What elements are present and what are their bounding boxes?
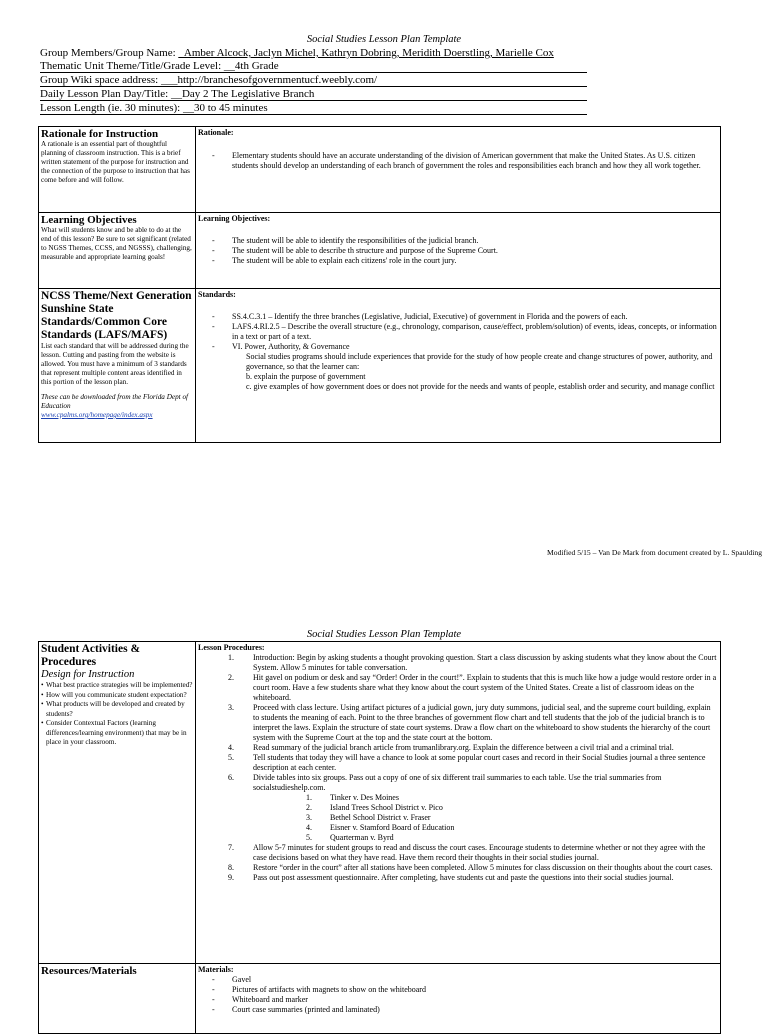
procedure-steps — [198, 653, 718, 793]
case-name: Quarterman v. Byrd — [330, 833, 394, 842]
objectives-label: Learning Objectives: — [198, 214, 271, 223]
underline-rule — [40, 114, 587, 115]
objectives-heading: Learning Objectives — [41, 214, 137, 226]
procedure-step — [198, 703, 718, 743]
step-number: 7. — [228, 843, 234, 852]
objectives-left-cell — [39, 213, 196, 289]
list-item: • What products will be developed and created by students? — [41, 700, 193, 719]
step-number: 1. — [228, 653, 234, 662]
header-label: Lesson Length (ie. 30 minutes): — [40, 102, 183, 114]
step-number: 5. — [228, 753, 234, 762]
rationale-left-cell — [39, 127, 196, 213]
court-case-item — [198, 813, 718, 823]
list-item: - Court case summaries (printed and laminated) — [212, 1005, 718, 1015]
court-case-item — [198, 803, 718, 813]
step-text: Hit gavel on podium or desk and say “Order! Order in the court!”. Explain to students that this is much like how a judge would restore order in a court room. Have a few students share what they know about the court system of the United States. Create a list of classroom ideas on the whiteboard. — [253, 673, 717, 702]
daily-lesson-line — [40, 88, 314, 101]
step-number: 2. — [228, 673, 234, 682]
header-value: ___http://branchesofgovernmentucf.weebly.com/ — [160, 74, 378, 86]
step-number: 3. — [228, 703, 234, 712]
header-label: Group Members/Group Name: — [40, 47, 179, 59]
list-item: - VI. Power, Authority, & Governance — [212, 342, 718, 352]
rationale-note: A rationale is an essential part of thoughtful planning of classroom instruction. This is a brief written statement of the purpose for instruction and the connection of the purpose to instruction that has come before and will follow. — [41, 140, 190, 184]
footer-modified-note: Modified 5/15 – Van De Mark from document created by L. Spaulding — [547, 548, 762, 557]
lesson-plan-table — [38, 126, 721, 443]
cpalms-link[interactable]: www.cpalms.org/homepage/index.aspx — [41, 411, 153, 419]
step-text: Proceed with class lecture. Using artifact pictures of a judicial gown, jury duty summons, judicial seal, and the supreme court building, explain to students the meaning of each. Point to the three branches of government flow chart and tell students that the job of the judicial branch is to interpret the laws. Explain the structure of state court systems. Draw a flow chart on the whiteboard to show students the hierarchy of the court system with the Supreme Court at the top and the state court at the bottom. — [253, 703, 711, 742]
court-case-item — [198, 823, 718, 833]
standards-note: List each standard that will be addressed during the lesson. Cutting and pasting from the website is allowed. You must have a minimum of 3 standards that represent multiple content areas identified in this portion of the lesson plan. — [41, 342, 189, 386]
rationale-row — [39, 127, 721, 213]
step-text: Divide tables into six groups. Pass out a copy of one of six different trail summaries to each table. Use the trial summaries from socialstudieshelp.com. — [253, 773, 662, 792]
case-number: 4. — [306, 823, 312, 832]
list-item: - Pictures of artifacts with magnets to show on the whiteboard — [212, 985, 718, 995]
procedure-steps-continued — [198, 843, 718, 883]
standards-download-note: These can be downloaded from the Florida Dept of Education — [41, 393, 189, 410]
page-title: Social Studies Lesson Plan Template — [306, 629, 462, 640]
list-item: - Gavel — [212, 975, 718, 985]
rationale-label: Rationale: — [198, 128, 234, 137]
materials-label: Materials: — [198, 965, 234, 974]
procedure-step — [198, 753, 718, 773]
case-name: Tinker v. Des Moines — [330, 793, 399, 802]
step-text: Tell students that today they will have a chance to look at some popular court cases and record in their Social Studies journal a three sentence description at each center. — [253, 753, 706, 772]
materials-list — [198, 975, 718, 1015]
activities-heading: Student Activities & Procedures — [41, 643, 141, 668]
case-name: Eisner v. Stamford Board of Education — [330, 823, 455, 832]
underline-rule — [40, 100, 587, 101]
procedures-label: Lesson Procedures: — [198, 643, 265, 652]
standards-heading: NCSS Theme/Next Generation Sunshine State Standards/Common Core Standards (LAFS/MAFS) — [41, 290, 192, 341]
header-value: __Day 2 The Legislative Branch — [170, 88, 315, 100]
rationale-list — [198, 151, 718, 171]
rationale-right-cell — [196, 127, 721, 213]
step-text: Read summary of the judicial branch article from trumanlibrary.org. Explain the difference between a civil trial and a criminal trial. — [253, 743, 674, 752]
step-text: Pass out post assessment questionnaire. After completing, have students cut and paste the questions into their social studies journal. — [253, 873, 674, 882]
procedure-step — [198, 863, 718, 873]
activities-left-cell — [39, 642, 196, 964]
step-text: Restore “order in the court” after all stations have been completed. Allow 5 minutes for class discussion on their thoughts about the court cases. — [253, 863, 713, 872]
activities-right-cell — [196, 642, 721, 964]
page-two — [0, 624, 768, 1024]
list-item: • How will you communicate student expectation? — [41, 691, 193, 701]
objectives-right-cell — [196, 213, 721, 289]
resources-right-cell — [196, 964, 721, 1034]
court-case-list — [198, 793, 718, 843]
step-number: 4. — [228, 743, 234, 752]
list-item: • Consider Contextual Factors (learning differences/learning environment) that may be in place in your classroom. — [41, 719, 193, 748]
case-number: 3. — [306, 813, 312, 822]
rationale-heading: Rationale for Instruction — [41, 128, 159, 140]
objectives-note: What will students know and be able to do at the end of this lesson? Be sure to set significant (related to NGSS Themes, CCSS, and NGSSS), challenging, measurable and appropriate learning goals! — [41, 226, 192, 261]
standards-list — [198, 312, 718, 352]
standards-label: Standards: — [198, 290, 236, 299]
procedure-step — [198, 653, 718, 673]
list-item: - The student will be able to explain each citizens' role in the court jury. — [212, 256, 718, 266]
underline-rule — [40, 86, 587, 87]
thematic-unit-line — [40, 60, 279, 73]
design-subtitle: Design for Instruction — [41, 669, 135, 680]
case-name: Island Trees School District v. Pico — [330, 803, 443, 812]
procedure-step — [198, 773, 718, 793]
underline-rule — [40, 72, 587, 73]
procedure-step — [198, 673, 718, 703]
standards-detail: Social studies programs should include experiences that provide for the study of how people create and change structures of power, authority, and governance, so that the learner can: — [246, 352, 713, 371]
case-number: 2. — [306, 803, 312, 812]
court-case-item — [198, 793, 718, 803]
list-item: - Elementary students should have an accurate understanding of the division of American government that make the United States. As U.S. citizen students should develop an understanding of each branch of government the roles and responsibilities each branch and how they all work together. — [212, 151, 718, 171]
procedure-step — [198, 843, 718, 863]
objectives-row — [39, 213, 721, 289]
header-label: Thematic Unit Theme/Title/Grade Level: — [40, 60, 224, 72]
header-label: Group Wiki space address: — [40, 74, 161, 86]
list-item: - Whiteboard and marker — [212, 995, 718, 1005]
list-item: - The student will be able to describe th structure and purpose of the Supreme Court. — [212, 246, 718, 256]
group-members-line — [40, 47, 554, 60]
case-number: 5. — [306, 833, 312, 842]
court-case-item — [198, 833, 718, 843]
step-number: 6. — [228, 773, 234, 782]
step-number: 9. — [228, 873, 234, 882]
resources-left-cell — [39, 964, 196, 1034]
procedure-step — [198, 873, 718, 883]
header-value: _Amber Alcock, Jaclyn Michel, Kathryn Dobring, Meridith Doerstling, Marielle Cox — [178, 47, 554, 59]
resources-heading: Resources/Materials — [41, 965, 137, 977]
list-item: • What best practice strategies will be implemented? — [41, 681, 193, 691]
wiki-address-line — [40, 74, 377, 87]
standards-row — [39, 289, 721, 443]
standards-left-cell — [39, 289, 196, 443]
list-item: - The student will be able to identify the responsibilities of the judicial branch. — [212, 236, 718, 246]
header-value: __4th Grade — [223, 60, 279, 72]
objectives-list — [198, 236, 718, 266]
page-title: Social Studies Lesson Plan Template — [306, 34, 462, 45]
lesson-plan-table — [38, 641, 721, 1034]
procedure-step — [198, 743, 718, 753]
list-item: - SS.4.C.3.1 – Identify the three branches (Legislative, Judicial, Executive) of government in Florida and the powers of each. — [212, 312, 718, 322]
case-name: Bethel School District v. Fraser — [330, 813, 431, 822]
header-label: Daily Lesson Plan Day/Title: — [40, 88, 171, 100]
design-bullets — [41, 681, 193, 748]
activities-row — [39, 642, 721, 964]
step-text: Introduction: Begin by asking students a thought provoking question. Start a class discussion by asking students what they know about the Court System. Allow 5 minutes for table conversation. — [253, 653, 717, 672]
step-text: Allow 5-7 minutes for student groups to read and discuss the court cases. Encourage students to determine whether or not they agree with the case decisions based on what they have read. Have them record their thoughts in their social studies journal. — [253, 843, 706, 862]
standards-detail: c. give examples of how government does or does not provide for the needs and wants of people, establish order and security, and manage conflict — [246, 382, 715, 391]
resources-row — [39, 964, 721, 1034]
list-item: - LAFS.4.RI.2.5 – Describe the overall structure (e.g., chronology, comparison, cause/effect, problem/solution) of events, ideas, concepts, or information in a text or part of a text. — [212, 322, 718, 342]
standards-detail: b. explain the purpose of government — [246, 372, 366, 381]
step-number: 8. — [228, 863, 234, 872]
lesson-length-line — [40, 102, 268, 115]
case-number: 1. — [306, 793, 312, 802]
header-value: __30 to 45 minutes — [182, 102, 268, 114]
standards-right-cell — [196, 289, 721, 443]
